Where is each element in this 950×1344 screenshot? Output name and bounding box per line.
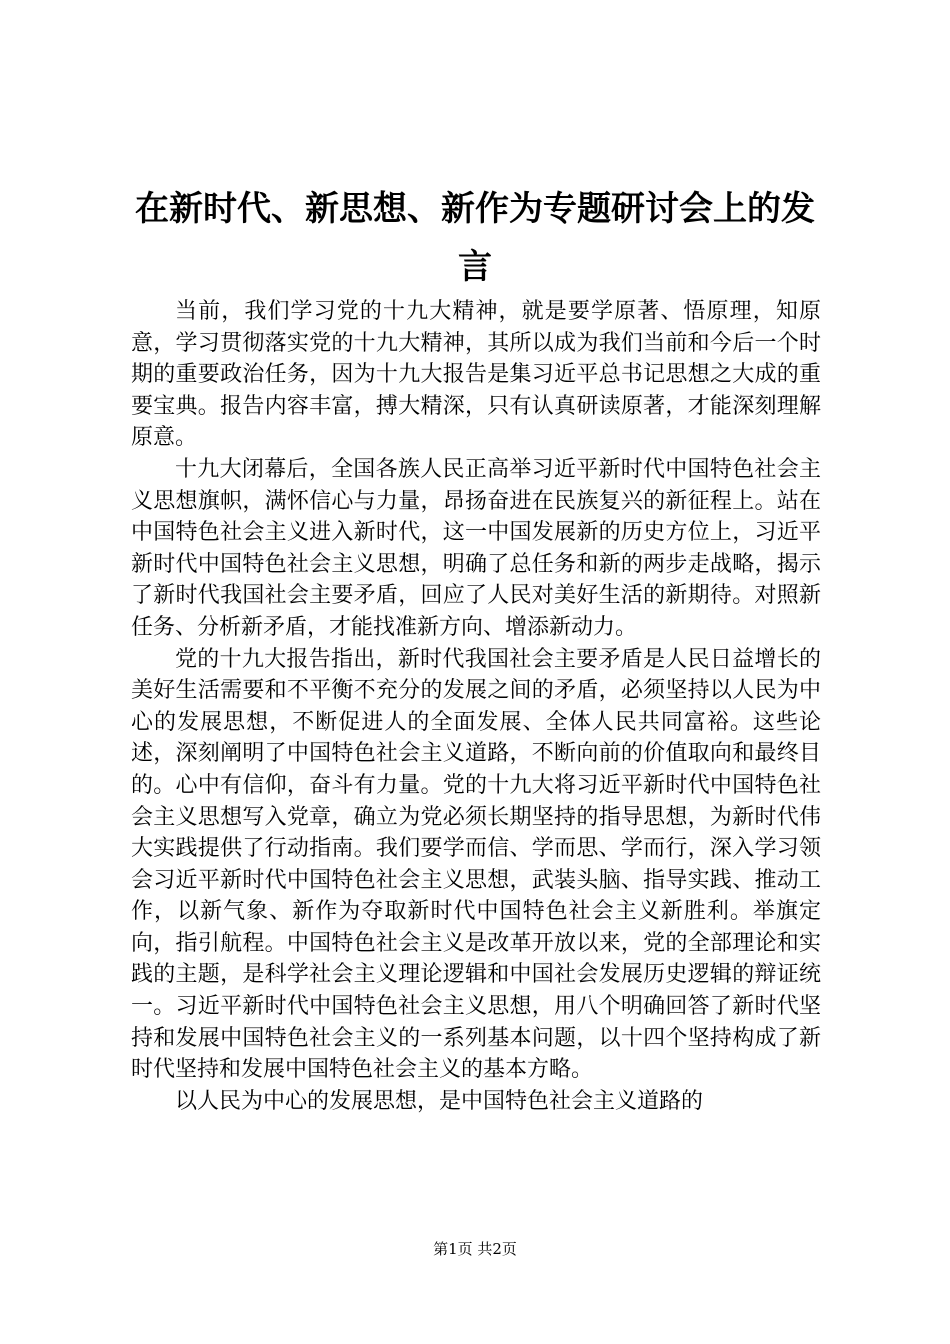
paragraph-4: 以人民为中心的发展思想，是中国特色社会主义道路的	[175, 1088, 704, 1114]
page-footer: 第1页 共2页	[433, 1240, 517, 1258]
paragraph-3: 党的十九大报告指出，新时代我国社会主要矛盾是人民日益增长的美好生活需要和不平衡不充分的发展之间的矛盾，必须坚持以人民为中心的发展思想，不断促进人的全面发展、全体人民共同富裕。这些论述，深刻阐明了中国特色社会主义道路，不断向前的价值取向和最终目的。心中有信仰，奋斗有力量。党的十九大将习近平新时代中国特色社会主义思想写入党章，确立为党必须长期坚持的指导思想，为新时代伟大实践提供了行动指南。我们要学而信、学而思、学而行，深入学习领会习近平新时代中国特色社会主义思想，武装头脑、指导实践、推动工作，以新气象、新作为夺取新时代中国特色社会主义新胜利。举旗定向，指引航程。中国特色社会主义是改革开放以来，党的全部理论和实践的主题，是科学社会主义理论逻辑和中国社会发展历史逻辑的辩证统一。习近平新时代中国特色社会主义思想，用八个明确回答了新时代坚持和发展中国特色社会主义的一系列基本问题，以十四个坚持构成了新时代坚持和发展中国特色社会主义的基本方略。	[131, 646, 821, 1083]
paragraph-2: 十九大闭幕后，全国各族人民正高举习近平新时代中国特色社会主义思想旗帜，满怀信心与力量，昂扬奋进在民族复兴的新征程上。站在中国特色社会主义进入新时代，这一中国发展新的历史方位上，习近平新时代中国特色社会主义思想，明确了总任务和新的两步走战略，揭示了新时代我国社会主要矛盾，回应了人民对美好生活的新期待。对照新任务、分析新矛盾，才能找准新方向、增添新动力。	[131, 456, 821, 640]
paragraph-1: 当前，我们学习党的十九大精神，就是要学原著、悟原理，知原意，学习贯彻落实党的十九大精神，其所以成为我们当前和今后一个时期的重要政治任务，因为十九大报告是集习近平总书记思想之大成的重要宝典。报告内容丰富，搏大精深，只有认真研读原著，才能深刻理解原意。	[131, 299, 821, 451]
document-body	[131, 296, 821, 1117]
document-title: 在新时代、新思想、新作为专题研讨会上的发言	[135, 189, 815, 287]
